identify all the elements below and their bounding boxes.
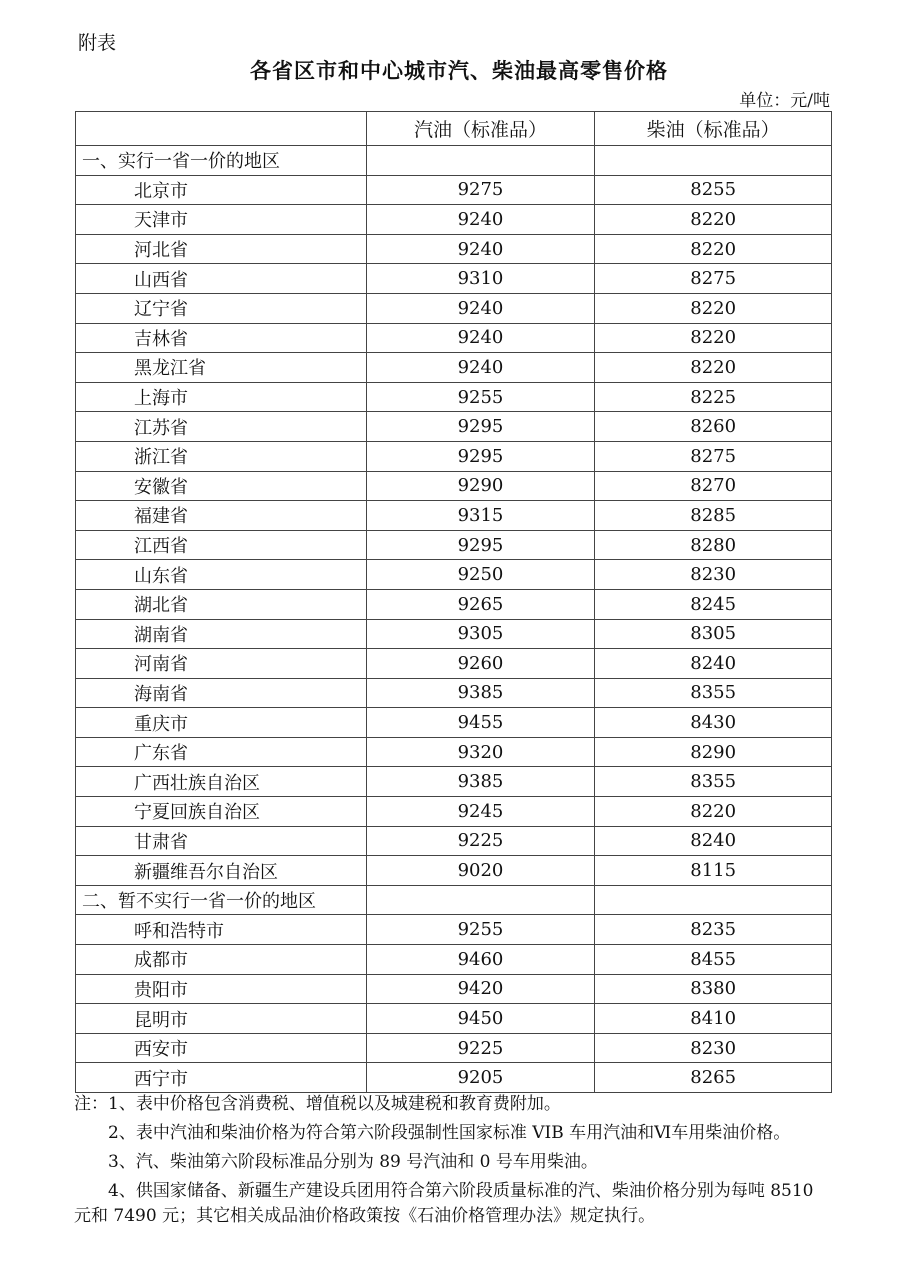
gasoline-price: 9305 <box>366 619 595 649</box>
table-row <box>76 678 832 708</box>
gasoline-price: 9240 <box>366 205 595 235</box>
notes <box>74 1092 834 1233</box>
price-table <box>75 111 832 1093</box>
region-name: 西安市 <box>76 1033 367 1063</box>
table-row <box>76 1063 832 1093</box>
header-diesel: 柴油（标准品） <box>595 112 832 146</box>
gasoline-price: 9240 <box>366 293 595 323</box>
section-empty-cell <box>595 885 832 915</box>
region-name: 宁夏回族自治区 <box>76 797 367 827</box>
note-4: 4、供国家储备、新疆生产建设兵团用符合第六阶段质量标准的汽、柴油价格分别为每吨 8510 元和 7490 元；其它相关成品油价格政策按《石油价格管理办法》规定执行。 <box>74 1181 814 1226</box>
table-row <box>76 915 832 945</box>
diesel-price: 8275 <box>595 264 832 294</box>
section-empty-cell <box>366 885 595 915</box>
table-row <box>76 767 832 797</box>
table-body <box>76 146 832 1093</box>
region-name: 重庆市 <box>76 708 367 738</box>
diesel-price: 8275 <box>595 441 832 471</box>
table-row <box>76 1004 832 1034</box>
region-name: 吉林省 <box>76 323 367 353</box>
gasoline-price: 9250 <box>366 560 595 590</box>
gasoline-price: 9225 <box>366 826 595 856</box>
diesel-price: 8230 <box>595 560 832 590</box>
gasoline-price: 9315 <box>366 501 595 531</box>
section-empty-cell <box>595 146 832 176</box>
diesel-price: 8285 <box>595 501 832 531</box>
region-name: 北京市 <box>76 175 367 205</box>
table-row <box>76 382 832 412</box>
diesel-price: 8280 <box>595 530 832 560</box>
gasoline-price: 9205 <box>366 1063 595 1093</box>
diesel-price: 8380 <box>595 974 832 1004</box>
table-row <box>76 1033 832 1063</box>
gasoline-price: 9310 <box>366 264 595 294</box>
diesel-price: 8305 <box>595 619 832 649</box>
diesel-price: 8235 <box>595 915 832 945</box>
gasoline-price: 9225 <box>366 1033 595 1063</box>
gasoline-price: 9240 <box>366 323 595 353</box>
gasoline-price: 9420 <box>366 974 595 1004</box>
gasoline-price: 9245 <box>366 797 595 827</box>
gasoline-price: 9255 <box>366 382 595 412</box>
gasoline-price: 9385 <box>366 678 595 708</box>
gasoline-price: 9260 <box>366 649 595 679</box>
table-row <box>76 974 832 1004</box>
diesel-price: 8225 <box>595 382 832 412</box>
diesel-price: 8455 <box>595 945 832 975</box>
region-name: 广西壮族自治区 <box>76 767 367 797</box>
region-name: 浙江省 <box>76 441 367 471</box>
gasoline-price: 9385 <box>366 767 595 797</box>
table-row <box>76 797 832 827</box>
table-row <box>76 234 832 264</box>
table-row <box>76 619 832 649</box>
diesel-price: 8220 <box>595 205 832 235</box>
diesel-price: 8240 <box>595 826 832 856</box>
table-row <box>76 412 832 442</box>
page-title: 各省区市和中心城市汽、柴油最高零售价格 <box>250 59 668 83</box>
diesel-price: 8265 <box>595 1063 832 1093</box>
region-name: 上海市 <box>76 382 367 412</box>
region-name: 新疆维吾尔自治区 <box>76 856 367 886</box>
gasoline-price: 9255 <box>366 915 595 945</box>
gasoline-price: 9295 <box>366 530 595 560</box>
section-row <box>76 885 832 915</box>
table-row <box>76 501 832 531</box>
region-name: 湖南省 <box>76 619 367 649</box>
gasoline-price: 9295 <box>366 441 595 471</box>
diesel-price: 8220 <box>595 293 832 323</box>
diesel-price: 8290 <box>595 737 832 767</box>
diesel-price: 8245 <box>595 589 832 619</box>
gasoline-price: 9265 <box>366 589 595 619</box>
region-name: 福建省 <box>76 501 367 531</box>
section-row <box>76 146 832 176</box>
region-name: 山西省 <box>76 264 367 294</box>
section-label: 一、实行一省一价的地区 <box>76 146 367 176</box>
table-row <box>76 530 832 560</box>
diesel-price: 8220 <box>595 323 832 353</box>
gasoline-price: 9450 <box>366 1004 595 1034</box>
diesel-price: 8220 <box>595 797 832 827</box>
gasoline-price: 9275 <box>366 175 595 205</box>
table-row <box>76 708 832 738</box>
diesel-price: 8260 <box>595 412 832 442</box>
gasoline-price: 9020 <box>366 856 595 886</box>
gasoline-price: 9460 <box>366 945 595 975</box>
table-row <box>76 737 832 767</box>
table-row <box>76 589 832 619</box>
diesel-price: 8230 <box>595 1033 832 1063</box>
region-name: 黑龙江省 <box>76 353 367 383</box>
table-row <box>76 856 832 886</box>
header-blank <box>76 112 367 146</box>
gasoline-price: 9290 <box>366 471 595 501</box>
attachment-label: 附表 <box>78 32 117 54</box>
diesel-price: 8270 <box>595 471 832 501</box>
gasoline-price: 9295 <box>366 412 595 442</box>
note-2: 2、表中汽油和柴油价格为符合第六阶段强制性国家标准 VIB 车用汽油和Ⅵ车用柴油价格。 <box>108 1123 791 1143</box>
note-3: 3、汽、柴油第六阶段标准品分别为 89 号汽油和 0 号车用柴油。 <box>108 1152 598 1172</box>
diesel-price: 8430 <box>595 708 832 738</box>
table-row <box>76 205 832 235</box>
section-label: 二、暂不实行一省一价的地区 <box>76 885 367 915</box>
table-row <box>76 175 832 205</box>
region-name: 山东省 <box>76 560 367 590</box>
diesel-price: 8410 <box>595 1004 832 1034</box>
gasoline-price: 9455 <box>366 708 595 738</box>
table-header-row <box>76 112 832 146</box>
gasoline-price: 9240 <box>366 353 595 383</box>
region-name: 贵阳市 <box>76 974 367 1004</box>
region-name: 海南省 <box>76 678 367 708</box>
region-name: 江西省 <box>76 530 367 560</box>
note-1: 注：1、表中价格包含消费税、增值税以及城建税和教育费附加。 <box>74 1094 561 1114</box>
region-name: 安徽省 <box>76 471 367 501</box>
table-row <box>76 353 832 383</box>
region-name: 江苏省 <box>76 412 367 442</box>
table-row <box>76 323 832 353</box>
diesel-price: 8255 <box>595 175 832 205</box>
gasoline-price: 9240 <box>366 234 595 264</box>
region-name: 湖北省 <box>76 589 367 619</box>
diesel-price: 8115 <box>595 856 832 886</box>
table-row <box>76 264 832 294</box>
region-name: 西宁市 <box>76 1063 367 1093</box>
table-row <box>76 471 832 501</box>
table-row <box>76 441 832 471</box>
table-row <box>76 945 832 975</box>
unit-label: 单位：元/吨 <box>739 91 830 111</box>
table-row <box>76 560 832 590</box>
table-row <box>76 649 832 679</box>
region-name: 甘肃省 <box>76 826 367 856</box>
diesel-price: 8240 <box>595 649 832 679</box>
diesel-price: 8355 <box>595 767 832 797</box>
gasoline-price: 9320 <box>366 737 595 767</box>
section-empty-cell <box>366 146 595 176</box>
header-gasoline: 汽油（标准品） <box>366 112 595 146</box>
diesel-price: 8355 <box>595 678 832 708</box>
table-row <box>76 826 832 856</box>
region-name: 天津市 <box>76 205 367 235</box>
region-name: 河北省 <box>76 234 367 264</box>
region-name: 呼和浩特市 <box>76 915 367 945</box>
region-name: 辽宁省 <box>76 293 367 323</box>
region-name: 河南省 <box>76 649 367 679</box>
region-name: 成都市 <box>76 945 367 975</box>
diesel-price: 8220 <box>595 234 832 264</box>
diesel-price: 8220 <box>595 353 832 383</box>
region-name: 昆明市 <box>76 1004 367 1034</box>
region-name: 广东省 <box>76 737 367 767</box>
table-row <box>76 293 832 323</box>
